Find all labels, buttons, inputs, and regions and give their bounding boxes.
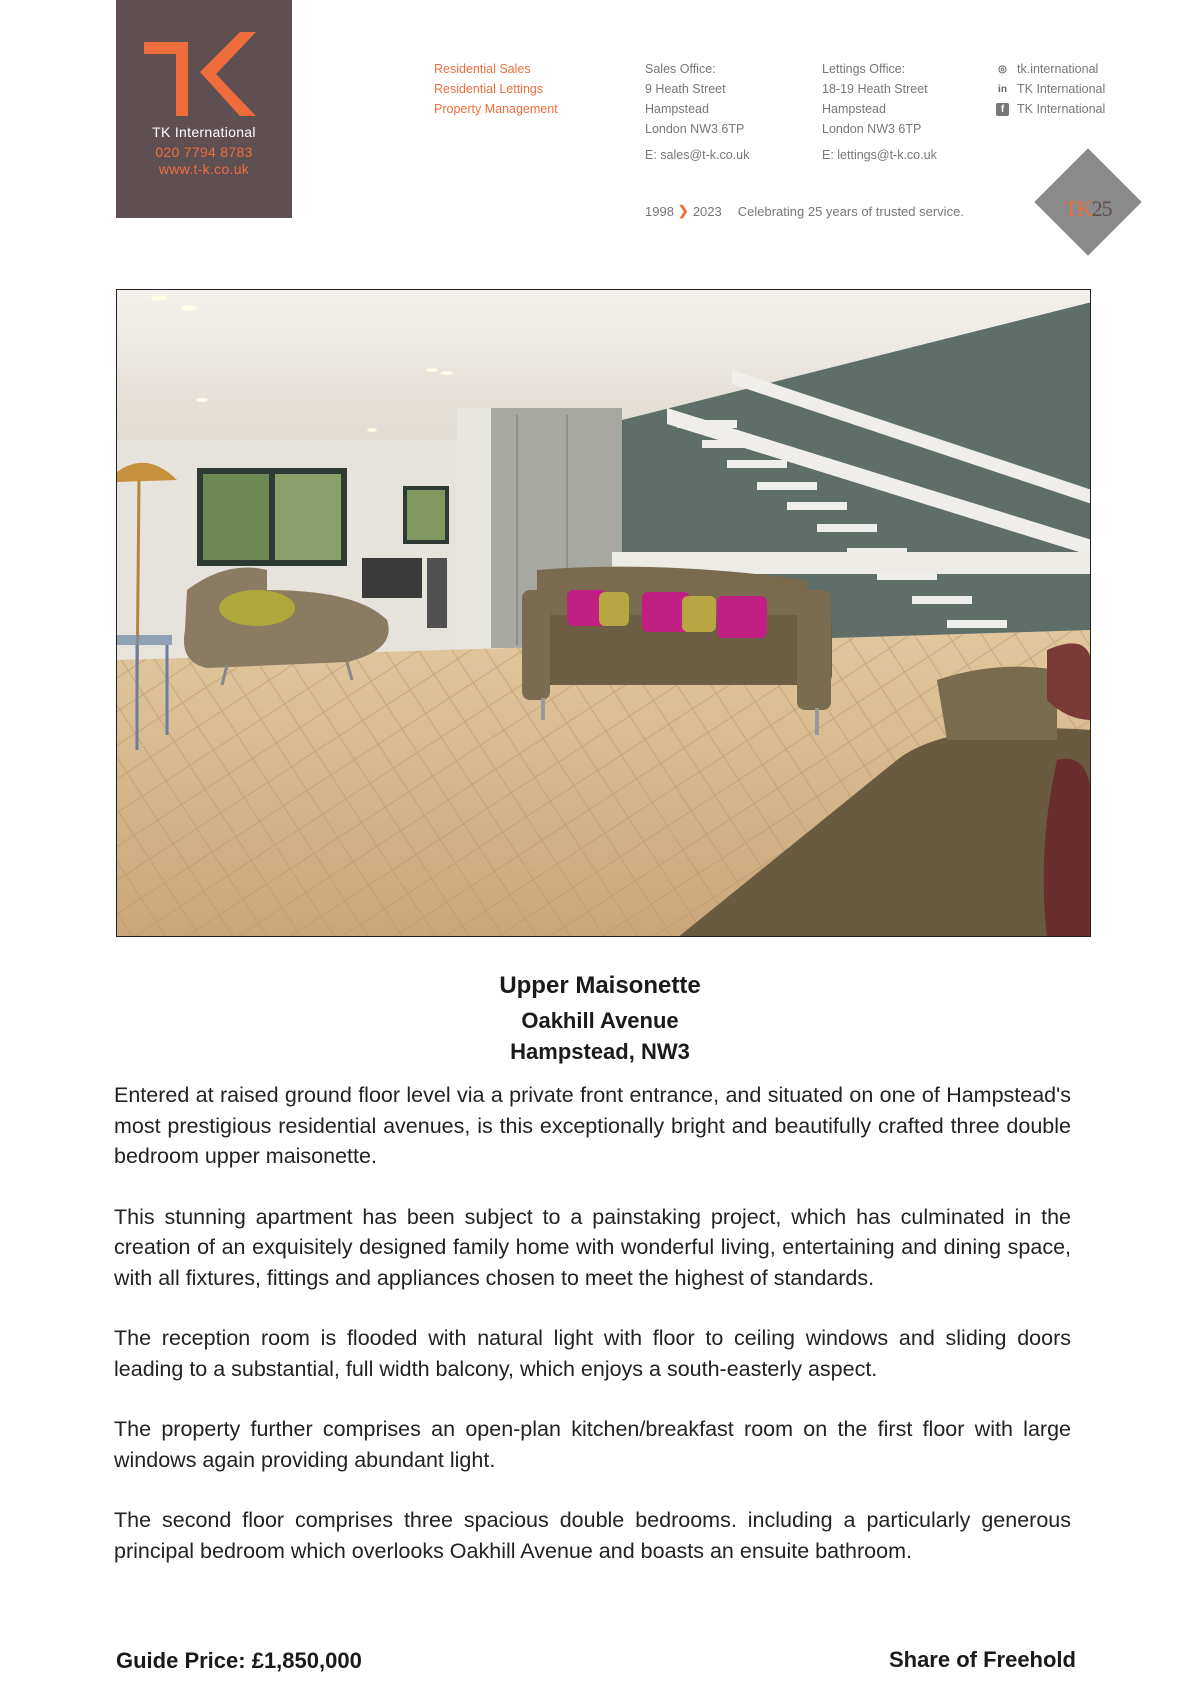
listing-street: Oakhill Avenue bbox=[521, 1008, 679, 1033]
tenure: Share of Freehold bbox=[888, 1647, 1076, 1672]
service-item: Residential Lettings bbox=[434, 82, 544, 96]
lettings-email[interactable]: E: lettings@t-k.co.uk bbox=[822, 148, 937, 162]
social-label: TK International bbox=[1017, 102, 1106, 116]
badge-number: 25 bbox=[1091, 196, 1112, 221]
social-link-facebook[interactable] bbox=[996, 99, 1105, 119]
description-paragraph: The second floor comprises three spacious double bedrooms. including a particularly generous principal bedroom which overlooks Oakhill Avenue and boasts an ensuite bathroom. bbox=[114, 1508, 1071, 1563]
anniversary-banner bbox=[645, 203, 964, 219]
anniversary-tagline: Celebrating 25 years of trusted service. bbox=[737, 203, 964, 219]
instagram-icon: ◎ bbox=[998, 63, 1007, 75]
badge-tk: TK bbox=[1064, 196, 1092, 221]
facebook-icon: f bbox=[996, 103, 1009, 116]
chevron-right-icon: ❯ bbox=[677, 203, 689, 218]
logo-company-name: TK International bbox=[152, 124, 256, 140]
anniversary-badge-label bbox=[1044, 196, 1132, 222]
services-list bbox=[434, 59, 558, 119]
tk-logo-mark bbox=[144, 30, 264, 116]
social-label: tk.international bbox=[1017, 62, 1099, 76]
anniversary-end-year: 2023 bbox=[692, 203, 722, 219]
description-paragraph: This stunning apartment has been subject to a painstaking project, which has culminated in the creation of an exquisitely designed family home with wonderful living, entertaining and dining space, with all fixtures, fittings and appliances chosen to meet the highest of standards. bbox=[114, 1204, 1071, 1290]
sales-office-line: Hampstead bbox=[645, 102, 709, 116]
linkedin-icon: in bbox=[998, 83, 1007, 95]
lettings-office-label: Lettings Office: bbox=[822, 62, 906, 76]
lettings-office-line: London NW3 6TP bbox=[822, 122, 922, 136]
sales-office-label: Sales Office: bbox=[645, 62, 716, 76]
service-item: Property Management bbox=[434, 102, 558, 116]
social-link-instagram[interactable] bbox=[996, 59, 1105, 79]
lettings-office-line: 18-19 Heath Street bbox=[822, 82, 928, 96]
listing-description bbox=[114, 1080, 1071, 1596]
social-links bbox=[996, 59, 1105, 119]
sales-office-line: 9 Heath Street bbox=[645, 82, 726, 96]
sales-office bbox=[645, 59, 744, 139]
social-link-linkedin[interactable] bbox=[996, 79, 1105, 99]
logo-phone[interactable]: 020 7794 8783 bbox=[155, 144, 253, 160]
description-paragraph: Entered at raised ground floor level via a private front entrance, and situated on one of Hampstead's most prestigious residential avenues, is this exceptionally bright and beautifully crafted three double bedroom upper maisonette. bbox=[114, 1083, 1071, 1168]
sales-email[interactable]: E: sales@t-k.co.uk bbox=[645, 148, 750, 162]
description-paragraph: The reception room is flooded with natural light with floor to ceiling windows and sliding doors leading to a substantial, full width balcony, which enjoys a south-easterly aspect. bbox=[114, 1326, 1071, 1381]
social-label: TK International bbox=[1017, 82, 1106, 96]
listing-title: Upper Maisonette bbox=[499, 972, 701, 999]
lettings-office-line: Hampstead bbox=[822, 102, 886, 116]
lettings-office bbox=[822, 59, 928, 139]
company-logo bbox=[116, 0, 292, 218]
property-photo bbox=[116, 289, 1091, 937]
service-item: Residential Sales bbox=[434, 62, 531, 76]
sales-office-line: London NW3 6TP bbox=[645, 122, 745, 136]
guide-price: Guide Price: £1,850,000 bbox=[116, 1648, 362, 1673]
description-paragraph: The property further comprises an open-plan kitchen/breakfast room on the first floor with large windows again providing abundant light. bbox=[114, 1417, 1071, 1472]
anniversary-start-year: 1998 bbox=[645, 203, 674, 219]
listing-area: Hampstead, NW3 bbox=[510, 1039, 690, 1064]
logo-website[interactable]: www.t-k.co.uk bbox=[158, 161, 250, 177]
